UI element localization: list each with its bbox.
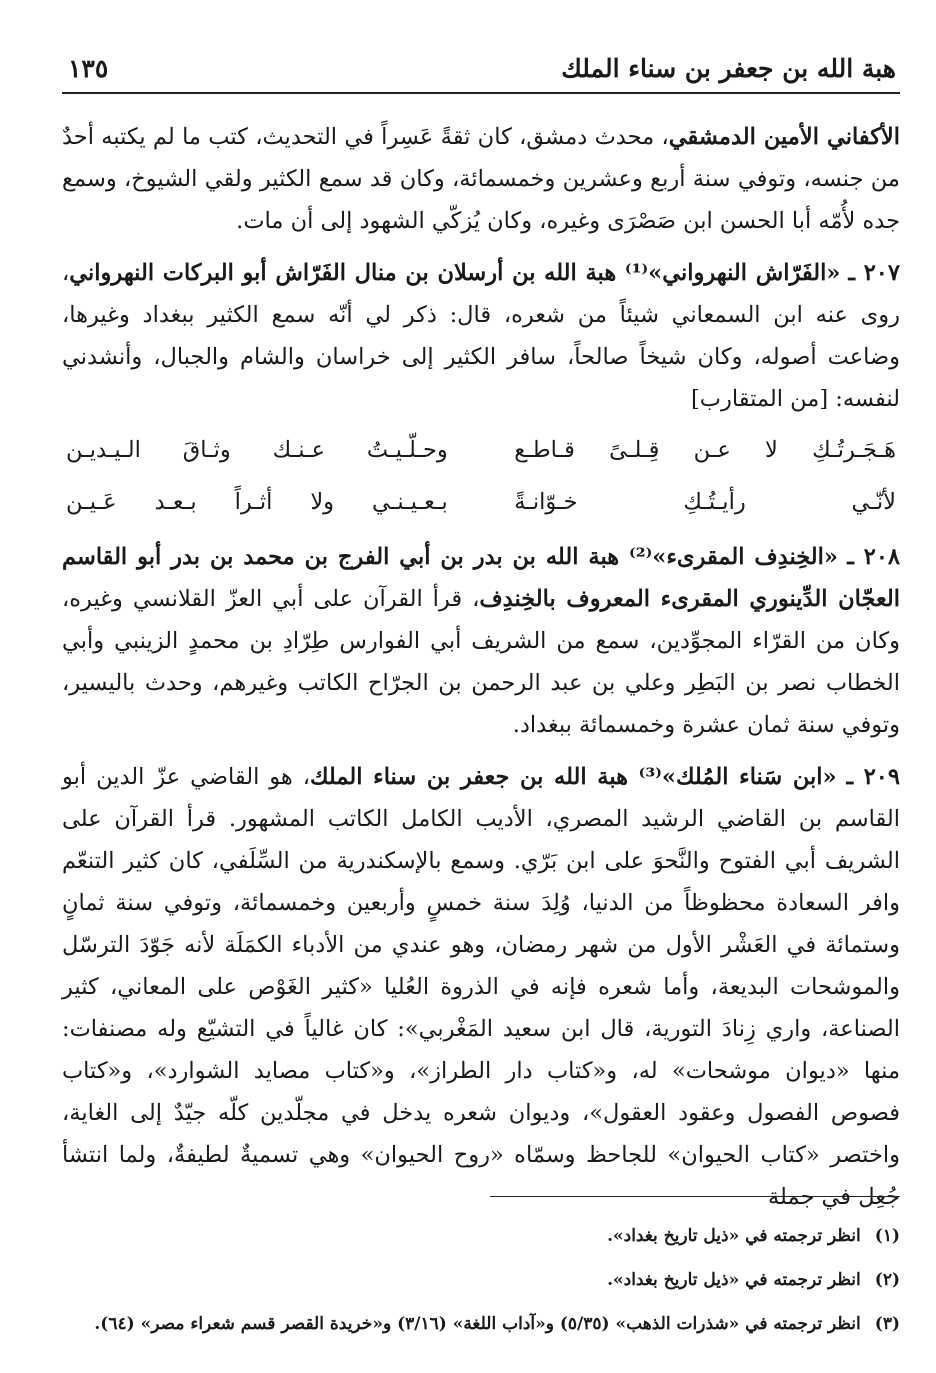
hemistich-first: لأنّـي رأيـتُـكِ خـوّانـةً <box>514 489 896 515</box>
entry-number: ٢٠٧ ـ <box>848 260 900 286</box>
verse-line <box>62 424 900 476</box>
footnote-number: (٣) <box>874 1314 900 1334</box>
entry-number: ٢٠٩ ـ <box>846 764 900 790</box>
footnote <box>62 1258 900 1302</box>
book-page <box>62 44 900 1334</box>
footnotes <box>62 1214 900 1346</box>
name-lead: الأكفاني الأمين الدمشقي <box>668 124 900 150</box>
entry-209 <box>62 756 900 1218</box>
footnote-text: انظر ترجمته في «ذيل تاريخ بغداد». <box>607 1226 861 1246</box>
footnote-text: انظر ترجمته في «ذيل تاريخ بغداد». <box>607 1270 861 1290</box>
footnote <box>62 1214 900 1258</box>
poem <box>62 424 900 528</box>
entry-208 <box>62 536 900 746</box>
entry-text: ، روى عنه ابن السمعاني شيئاً من شعره، قال: ذكر لي أنّه سمع الكثير ببغداد وغيرها، وضاعت أصوله، وكان شيخاً صالحاً، سافر الكثير إلى خراسان والشام والجبال، <box>62 260 900 370</box>
entry-heading: «الخِندِف المقرىء»⁽²⁾ هبة الله بن بدر بن أبي الفرج بن محمد بن بدر أبو القاسم العجّان الدِّينوري المقرىء المعروف بالخِندِف <box>62 544 900 612</box>
body-text <box>62 116 900 1218</box>
paragraph-text: ، محدث دمشق، كان ثقةً عَسِراً في التحديث، كتب ما لم يكتبه أحدٌ من جنسه، وتوفي سنة أربع وعشرين وخمسمائة، وكان قد سمع الكثير ولقي الشيوخ، وسمع جده لأُمّه أبا الحسن ابن صَصْرَى وغيره، وكان يُزكّي الشهود إلى أن مات. <box>62 124 900 234</box>
hemistich-second: وحـلّـيـتُ عـنـك وثـاقَ الـيـديـن <box>66 437 448 463</box>
running-title: هبة الله بن جعفر بن سناء الملك <box>561 54 896 83</box>
footnote <box>62 1302 900 1346</box>
entry-heading: «الفَرّاش النهرواني»⁽¹⁾ هبة الله بن أرسلان بن منال الفَرّاش أبو البركات النهرواني <box>69 260 841 286</box>
entry-text: ، هو القاضي عزّ الدين أبو القاسم بن القاضي الرشيد المصري، الأديب الكامل الكاتب المشهور. قرأ القرآن على الشريف أبي الفتوح والنَّحوَ على ابن بَرّي. وسمع بالإسكندرية من السِّلَفي، كان كثير التنعّم وافر السعادة محظوظاً من الدنيا، وُلِدَ سنة خمسٍ وأربعين وخمسمائة، وتوفي سنة ثمانٍ وستمائة في العَشْر الأول من شهر رمضان، وهو عندي من الأدباء الكمَلَة لأنه جَوّدَ الترسّل والموشحات البديعة، وأما شعره فإنه في الذروة العُليا «كثير الغَوْص على المعاني، كثير الصناعة، واري زِنادَ التورية، قال ابن سعيد المَغْربي»: كان غالياً في التشيّع وله مصنفات: منها «ديوان موشحات» له، و«كتاب دار الطراز»، و«كتاب مصايد الشوارد»، و«كتاب فصوص الفصول وعقود العقول»، وديوان شعره يدخل في مجلّدين كلّه جيّدٌ إلى الغاية، واختصر «كتاب الحيوان» للجاحظ وسمّاه «روح الحيوان» وهي تسميةٌ لطيفةٌ، ولما انتشأ جُعِل في جملة <box>62 764 900 1210</box>
footnote-text: انظر ترجمته في «شذرات الذهب» (٥/٣٥) و«آداب اللغة» (٣/١٦) و«خريدة القصر قسم شعراء مصر» (٦٤). <box>94 1314 861 1334</box>
entry-heading: «ابن سَناء المُلك»⁽³⁾ هبة الله بن جعفر بن سناء الملك <box>309 764 837 790</box>
entry-number: ٢٠٨ ـ <box>847 544 900 570</box>
verse-intro: وأنشدني لنفسه: [من المتقارب] <box>62 344 900 412</box>
paragraph-continuation <box>62 116 900 242</box>
hemistich-first: هَـجَـرتُـكِ لا عـن قِـلـىً قـاطـع <box>514 437 896 463</box>
footnote-number: (١) <box>874 1226 900 1246</box>
footnote-divider <box>490 1196 900 1197</box>
running-header <box>62 44 900 94</box>
verse-line <box>62 476 900 528</box>
entry-text: ، قرأ القرآن على أبي العزّ القلانسي وغيره، وكان من القرّاء المجوِّدين، سمع من الشريف أبي الفوارس طِرّادِ بن محمدٍ الزينبي وأبي الخطاب نصر بن البَطِر وعلي بن عبد الرحمن بن الجرّاح الكاتب وغيرهم، وحدث باليسير، وتوفي سنة ثمان عشرة وخمسمائة ببغداد. <box>62 586 900 738</box>
footnote-number: (٢) <box>874 1270 900 1290</box>
page-number: ١٣٥ <box>68 54 109 83</box>
entry-207 <box>62 252 900 420</box>
hemistich-second: بـعـيـنـي ولا أثـراً بـعـد عَـيـن <box>66 489 448 515</box>
